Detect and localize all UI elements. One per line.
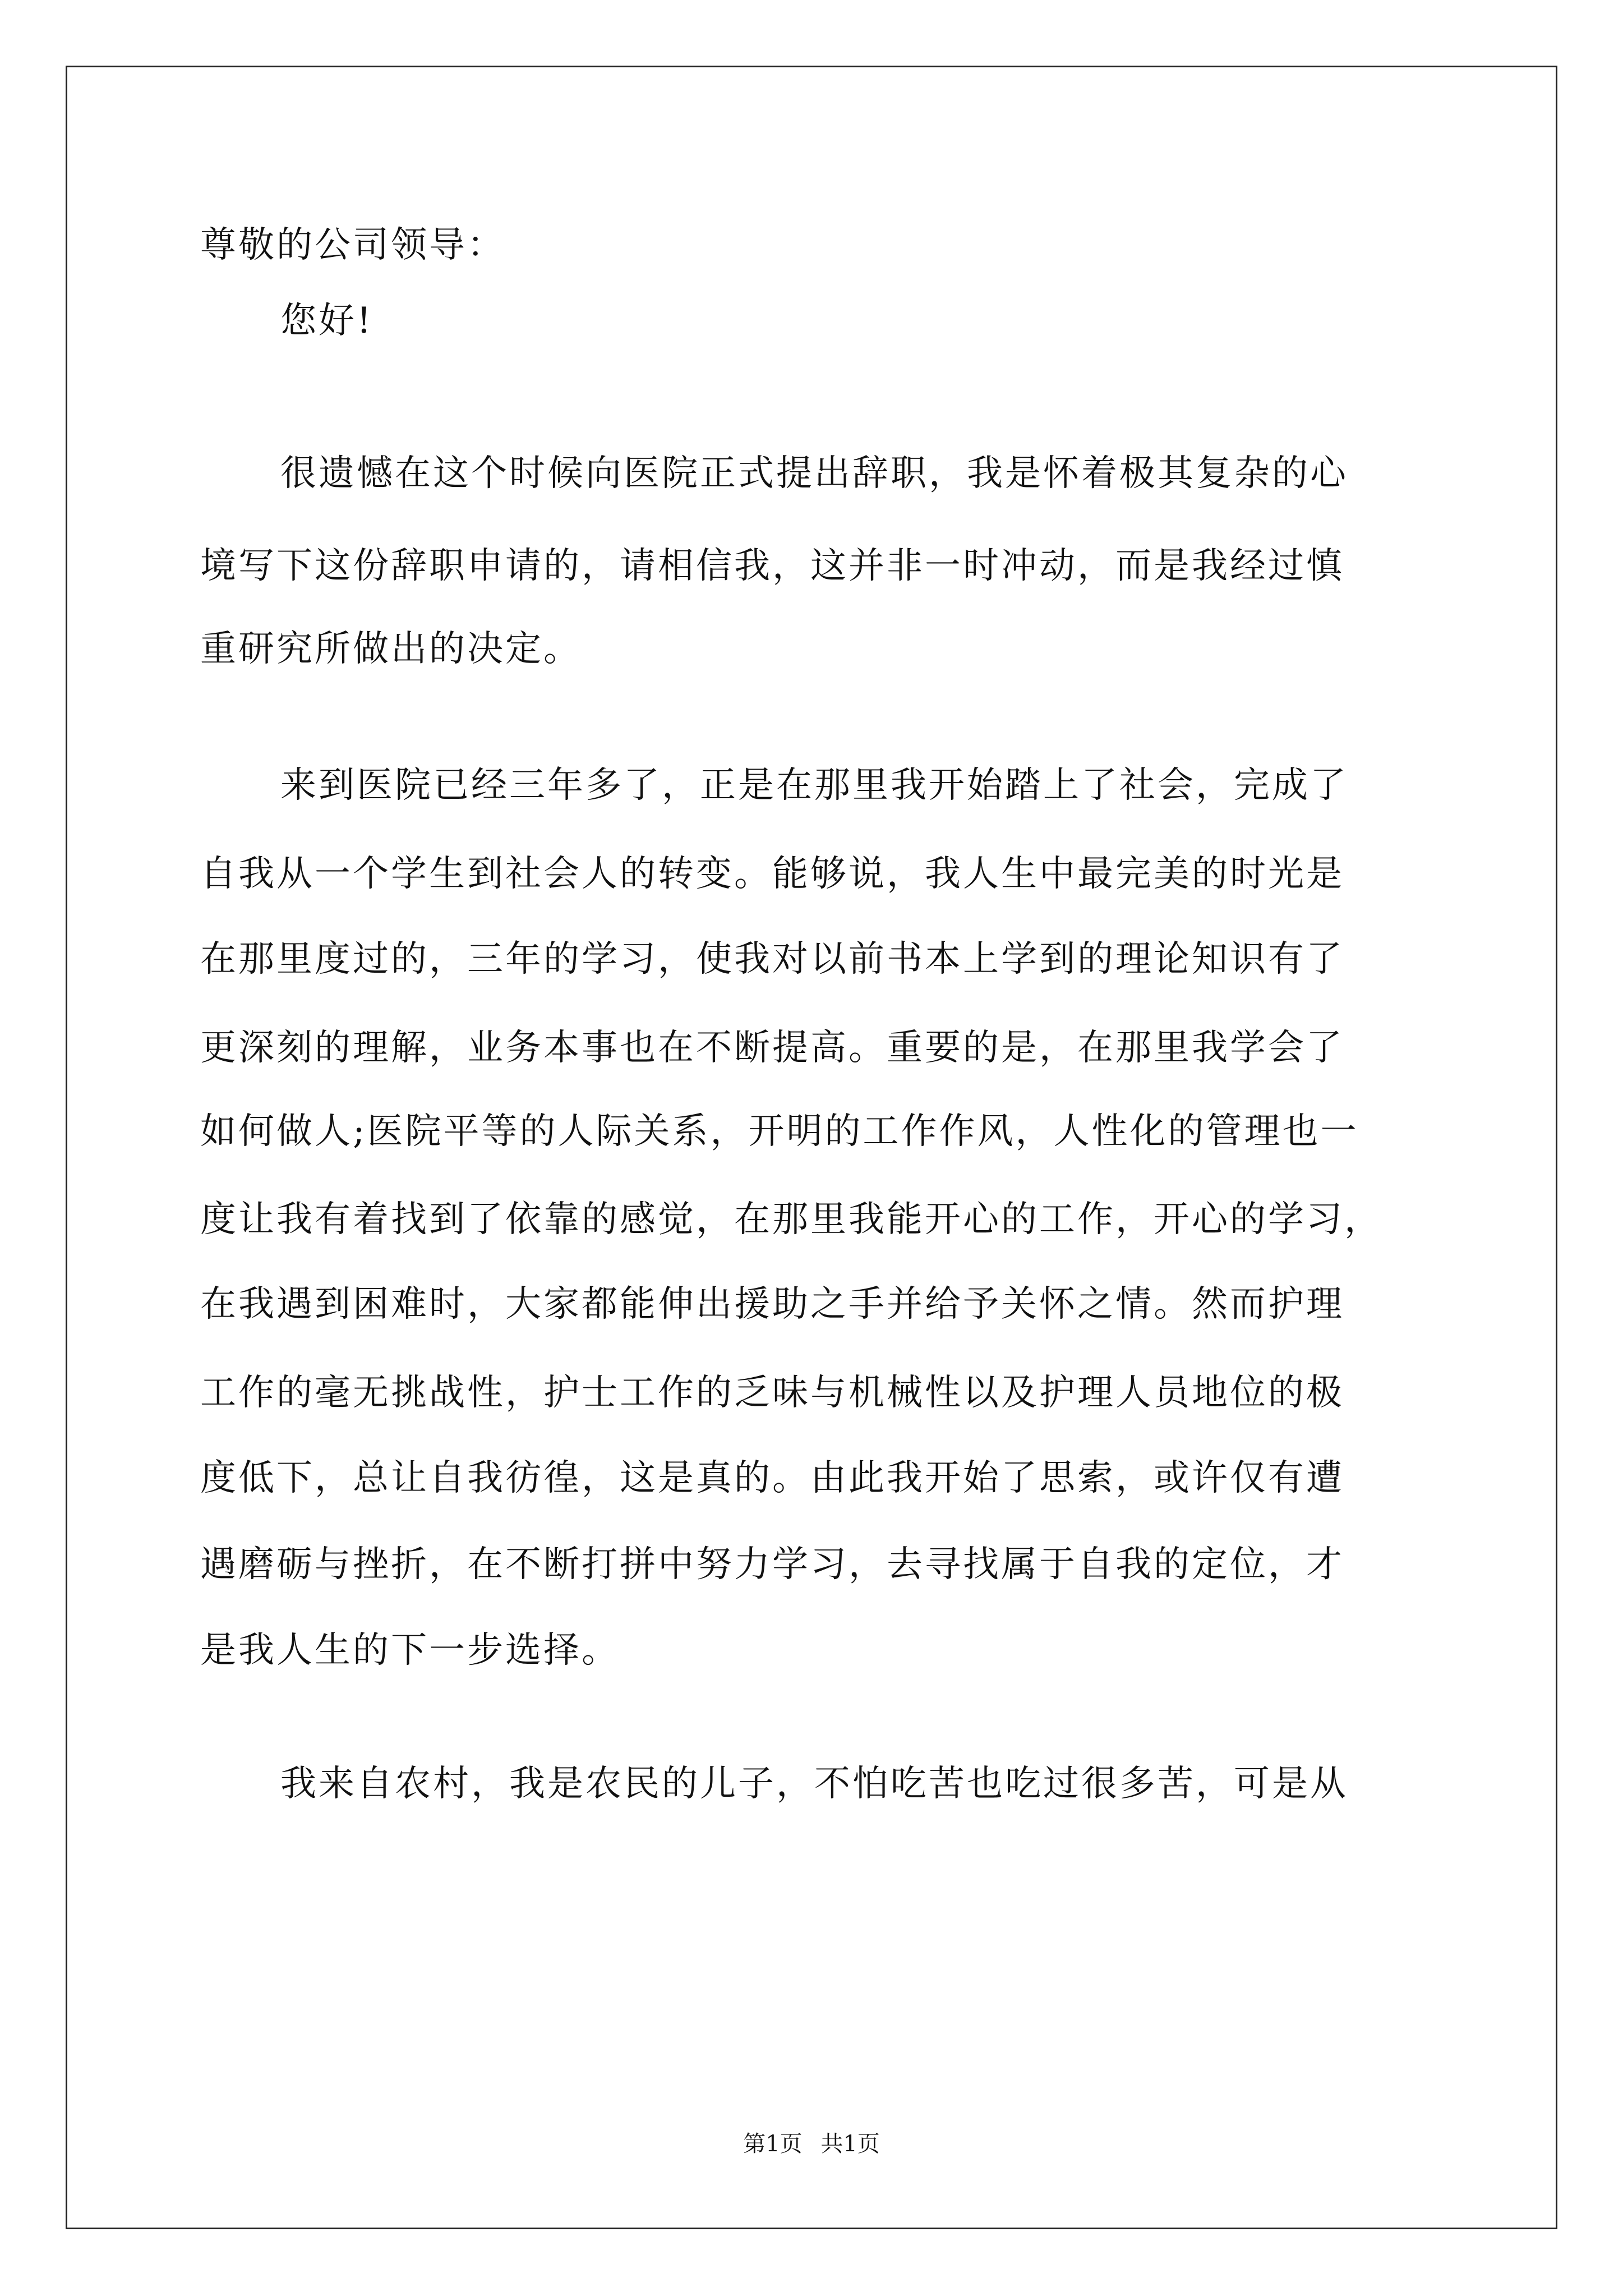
body-line: 来到医院已经三年多了，正是在那里我开始踏上了社会，完成了 bbox=[280, 765, 1348, 806]
body-line: 我来自农村，我是农民的儿子，不怕吃苦也吃过很多苦，可是从 bbox=[280, 1763, 1348, 1805]
body-line: 如何做人;医院平等的人际关系，开明的工作作风，人性化的管理也一 bbox=[200, 1111, 1359, 1152]
body-line: 遇磨砺与挫折，在不断打拼中努力学习，去寻找属于自我的定位，才 bbox=[200, 1544, 1344, 1585]
greeting: 您好! bbox=[280, 300, 374, 342]
body-line: 自我从一个学生到社会人的转变。能够说，我人生中最完美的时光是 bbox=[200, 853, 1344, 895]
page-total: 共1页 bbox=[820, 2131, 880, 2157]
body-line: 度让我有着找到了依靠的感觉，在那里我能开心的工作，开心的学习， bbox=[200, 1199, 1382, 1240]
body-line: 是我人生的下一步选择。 bbox=[200, 1630, 620, 1671]
body-line: 很遗憾在这个时候向医院正式提出辞职，我是怀着极其复杂的心 bbox=[280, 453, 1348, 494]
page-footer bbox=[0, 2133, 1623, 2155]
body-line: 工作的毫无挑战性，护士工作的乏味与机械性以及护理人员地位的极 bbox=[200, 1372, 1344, 1414]
body-line: 重研究所做出的决定。 bbox=[200, 628, 582, 670]
body-line: 在那里度过的，三年的学习，使我对以前书本上学到的理论知识有了 bbox=[200, 938, 1344, 980]
salutation: 尊敬的公司领导： bbox=[200, 224, 505, 266]
body-line: 更深刻的理解，业务本事也在不断提高。重要的是，在那里我学会了 bbox=[200, 1027, 1344, 1069]
page-number: 第1页 bbox=[743, 2131, 803, 2157]
body-line: 度低下，总让自我彷徨，这是真的。由此我开始了思索，或许仅有遭 bbox=[200, 1457, 1344, 1499]
body-line: 在我遇到困难时，大家都能伸出援助之手并给予关怀之情。然而护理 bbox=[200, 1283, 1344, 1325]
body-line: 境写下这份辞职申请的，请相信我，这并非一时冲动，而是我经过慎 bbox=[200, 545, 1344, 587]
